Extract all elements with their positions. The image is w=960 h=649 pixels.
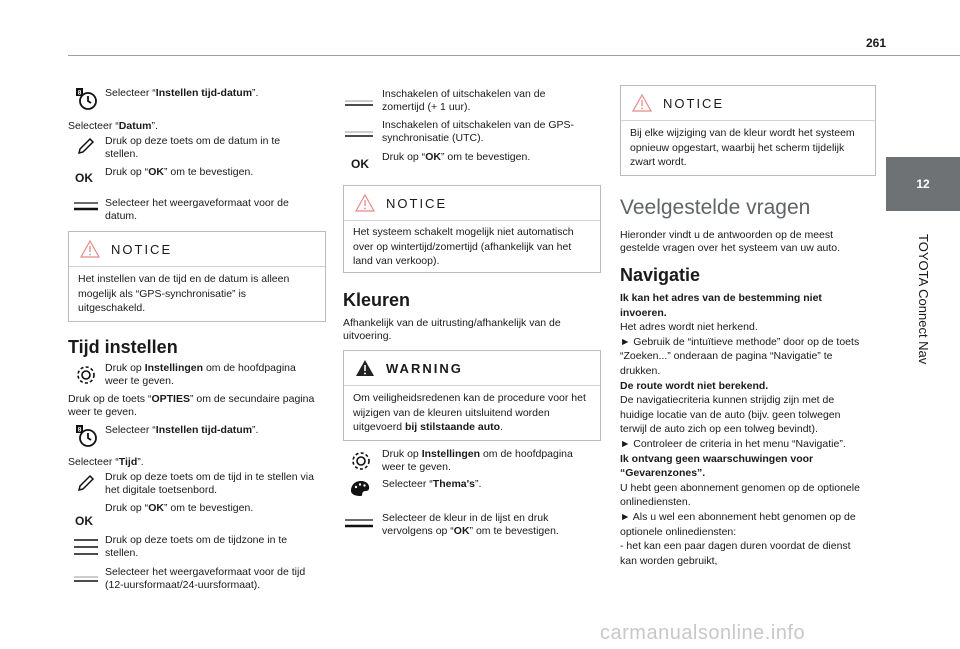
text-select-color: Selecteer de kleur in de lijst en druk vervolgens op “OK” om te bevestigen. (382, 512, 559, 537)
toggle-line-icon (345, 129, 373, 139)
clock-settings-icon (75, 424, 99, 448)
text-set-timezone: Druk op deze toets om de tijdzone in te stellen. (105, 534, 288, 559)
gear-icon (350, 450, 372, 472)
svg-text:8: 8 (77, 89, 82, 97)
text-select-tijd: Selecteer “Tijd”. (68, 456, 144, 468)
warning-triangle-icon (354, 358, 376, 378)
chapter-tab[interactable]: 12 (886, 157, 960, 211)
lines-icon (345, 518, 373, 530)
text-set-date: Druk op deze toets om de datum in te stellen. (105, 135, 281, 160)
notice-warning-icon (79, 239, 101, 259)
text-select-time-date-2: Selecteer “Instellen tijd-datum”. (105, 424, 259, 436)
text-confirm-ok-2: Druk op “OK” om te bevestigen. (105, 502, 254, 514)
notice-title-2: NOTICE (386, 195, 448, 211)
text-kleuren-intro: Afhankelijk van de uitrusting/afhankelijk van de uitvoering. (343, 317, 561, 342)
lines-icon (74, 201, 98, 215)
text-navigatie-faq: Ik kan het adres van de bestemming niet invoeren. Het adres wordt niet herkend. ► Gebruik de “intuïtieve methode” door op de toets “Zoeken...” onderaan de pagina “Navigatie” te drukken. De route wordt niet berekend. De navigatiecriteria kunnen strijdig zijn met de huidige locatie van de auto (bijv. geen tolwegen terwijl de auto zich op een tolweg bevindt). ► Controleer de criteria in het menu “Navigatie”. Ik ontvang geen waarschuwingen voor “Gevarenzones”. U hebt geen abonnement genomen op de optionele onlinediensten. ► Als u wel een abonnement hebt genomen op de optionele onlinediensten: - het kan een paar dagen duren voordat de dienst kan worden gebruikt, (620, 292, 860, 567)
heading-veelgestelde-vragen: Veelgestelde vragen (620, 196, 811, 219)
notice-title-3: NOTICE (663, 95, 725, 111)
text-set-time: Druk op deze toets om de tijd in te stellen via het digitale toetsenbord. (105, 471, 314, 496)
toggle-line-icon (345, 98, 373, 108)
notice-text-3: Bij elke wijziging van de kleur wordt het systeem opnieuw opgestart, waarbij het scherm tijdelijk zwart wordt. (630, 127, 855, 168)
pencil-icon (76, 473, 96, 493)
text-select-time-date-1: Selecteer “Instellen tijd-datum”. (105, 87, 259, 99)
text-settings-main-2: Druk op Instellingen om de hoofdpagina weer te geven. (382, 448, 573, 473)
notice-text-1: Het instellen van de tijd en de datum is alleen mogelijk als “GPS-synchronisatie” is uitgeschakeld. (78, 273, 290, 314)
svg-text:8: 8 (77, 426, 82, 434)
watermark: carmanualsonline.info (600, 622, 806, 644)
text-time-format: Selecteer het weergaveformaat voor de tijd (12-uursformaat/24-uursformaat). (105, 566, 306, 591)
text-veel-intro: Hieronder vindt u de antwoorden op de meest gestelde vragen over het systeem van uw auto. (620, 229, 841, 254)
heading-kleuren: Kleuren (343, 290, 411, 310)
text-select-date: Selecteer “Datum”. (68, 120, 158, 132)
pencil-icon (76, 136, 96, 156)
warning-title: WARNING (386, 360, 463, 376)
page-number: 261 (865, 36, 887, 50)
header-rule (68, 55, 960, 56)
text-confirm-ok-3: Druk op “OK” om te bevestigen. (382, 151, 531, 163)
notice-box-2 (343, 185, 601, 273)
ok-icon: OK (351, 157, 369, 171)
clock-settings-icon (75, 87, 99, 111)
text-confirm-ok-1: Druk op “OK” om te bevestigen. (105, 166, 254, 178)
notice-title-1: NOTICE (111, 241, 173, 257)
notice-warning-icon (631, 93, 653, 113)
text-options-secondary: Druk op de toets “OPTIES” om de secundaire pagina weer te geven. (68, 393, 315, 418)
warning-box (343, 350, 601, 441)
toggle-line-icon (74, 574, 98, 584)
warning-text: Om veiligheidsredenen kan de procedure voor het wijzigen van de kleuren uitsluitend worden uitgevoerd bij stilstaande auto. (353, 392, 586, 433)
text-toggle-gps-sync: Inschakelen of uitschakelen van de GPS-synchronisatie (UTC). (382, 119, 575, 144)
text-settings-main-1: Druk op Instellingen om de hoofdpagina weer te geven. (105, 362, 296, 387)
ok-icon: OK (75, 171, 93, 185)
ok-icon: OK (75, 514, 93, 528)
list-lines-icon (74, 537, 98, 557)
gear-icon (75, 364, 97, 386)
text-toggle-summertime: Inschakelen of uitschakelen van de zomertijd (+ 1 uur). (382, 88, 546, 113)
notice-warning-icon (354, 193, 376, 213)
text-select-themas: Selecteer “Thema's”. (382, 478, 482, 490)
palette-icon (348, 476, 372, 498)
text-date-format: Selecteer het weergaveformaat voor de datum. (105, 197, 289, 222)
notice-box-1 (68, 231, 326, 322)
heading-tijd-instellen: Tijd instellen (68, 337, 178, 357)
heading-navigatie: Navigatie (620, 265, 701, 285)
notice-text-2: Het systeem schakelt mogelijk niet automatisch over op wintertijd/zomertijd (afhankelijk van het land van verkoop). (353, 226, 574, 267)
chapter-title: TOYOTA Connect Nav (916, 234, 931, 365)
notice-box-3 (620, 85, 876, 176)
